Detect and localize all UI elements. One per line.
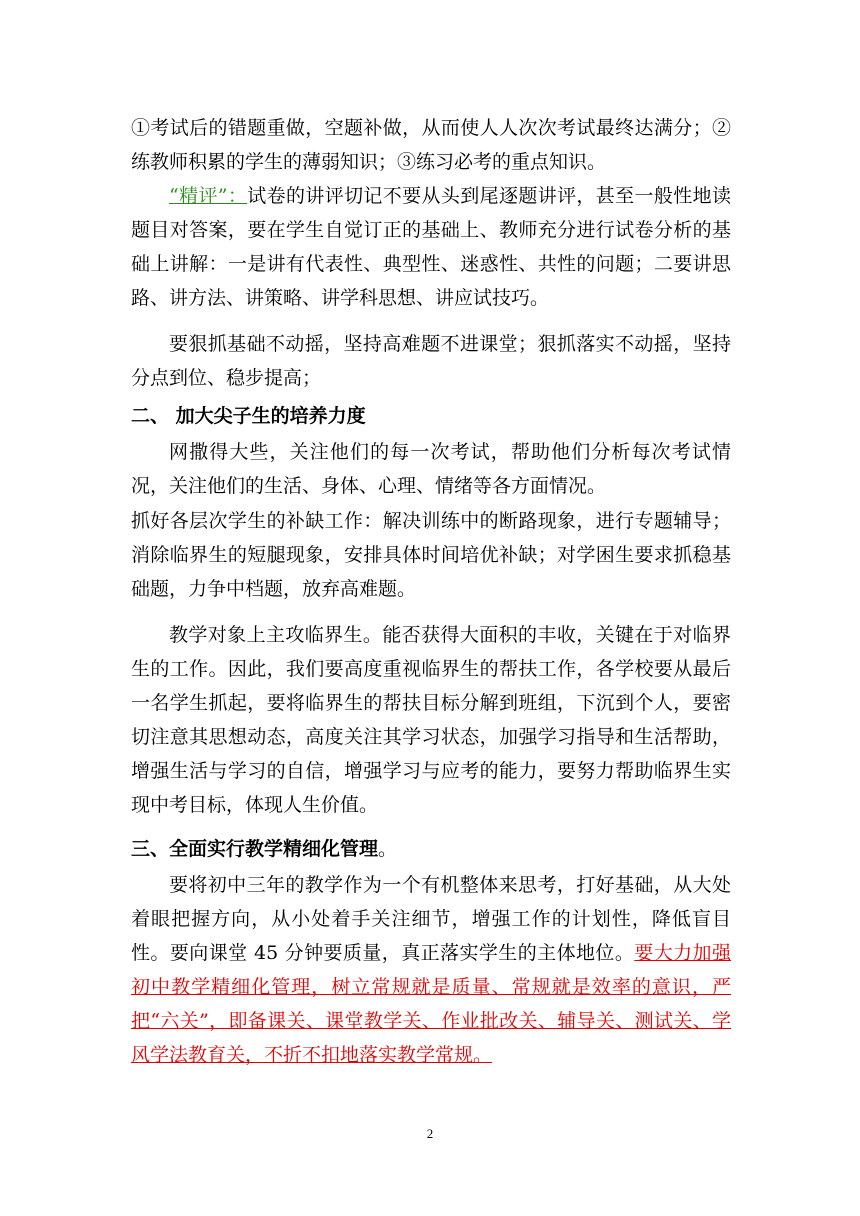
refined-management-text: 要将初中三年的教学作为一个有机整体来思考，打好基础，从大处着眼把握方向，从小处着手关注细节，增强工作的计划性，降低盲目性。要向课堂 45 分钟要质量，真正落实学生的主体地位。 [131, 874, 731, 964]
heading-section-3-text: 三、全面实行教学精细化管理 [131, 838, 379, 860]
refined-management-emphasis: 要大力加强初中教学精细化管理，树立常规就是质量、常规就是效率的意识，严把“六关”，即备课关、课堂教学关、作业批改关、辅导关、测试关、学风学法教育关，不折不扣地落实教学常规。 [131, 942, 731, 1066]
paragraph-refined-management [131, 868, 731, 1072]
paragraph-basics: 要狠抓基础不动摇，坚持高难题不进课堂；狠抓落实不动摇，坚持分点到位、稳步提高； [131, 333, 731, 389]
paragraph-exam-redo: ①考试后的错题重做，空题补做，从而使人人次次考试最终达满分；②练教师积累的学生的薄弱知识；③练习必考的重点知识。 [131, 117, 731, 173]
jingping-text: 试卷的讲评切记不要从头到尾逐题讲评，甚至一般性地读题目对答案，要在学生自觉订正的基础上、教师充分进行试卷分析的基础上讲解：一是讲有代表性、典型性、迷惑性、共性的问题；二要讲思路、讲方法、讲策略、讲学科思想、讲应试技巧。 [131, 185, 731, 309]
paragraph-wide-net: 网撒得大些，关注他们的每一次考试，帮助他们分析每次考试情况，关注他们的生活、身体、心理、情绪等各方面情况。 [131, 441, 731, 497]
heading-section-3-suffix: 。 [378, 838, 398, 860]
page-number: 2 [426, 1126, 434, 1141]
heading-section-3 [131, 832, 731, 866]
jingping-label: “精评”： [169, 185, 248, 207]
heading-section-2: 二、 加大尖子生的培养力度 [131, 405, 366, 427]
paragraph-borderline: 教学对象上主攻临界生。能否获得大面积的丰收，关键在于对临界生的工作。因此，我们要高度重视临界生的帮扶工作，各学校要从最后一名学生抓起，要将临界生的帮扶目标分解到班组，下沉到个人，要密切注意其思想动态，高度关注其学习状态，加强学习指导和生活帮助，增强生活与学习的自信，增强学习与应考的能力，要努力帮助临界生实现中考目标，体现人生价值。 [131, 624, 731, 816]
paragraph-jingping [131, 179, 731, 315]
paragraph-remedial: 抓好各层次学生的补缺工作：解决训练中的断路现象，进行专题辅导；消除临界生的短腿现象，安排具体时间培优补缺；对学困生要求抓稳基础题，力争中档题，放弃高难题。 [131, 510, 731, 600]
